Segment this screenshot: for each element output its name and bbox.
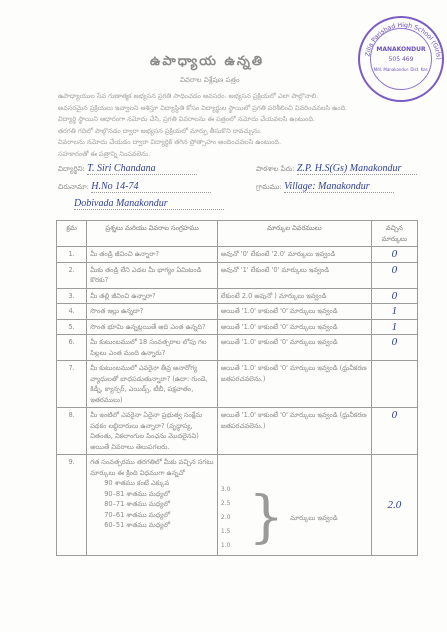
- intro-line: ఉపాధ్యాయుల సేవ గుణాత్మక అభ్యసన ప్రగతి సాధించడం అవసరం. అభ్యసన ప్రక్రియలో ఎలా పాల్గొనాలి.: [58, 92, 319, 100]
- row-scheme: అయితే '1.0' కాకుంటే '0' మార్కులు ఇవ్వండి: [217, 304, 371, 320]
- student-name: T. Siri Chandana: [87, 163, 197, 175]
- row-score: 0: [371, 408, 417, 455]
- row9-scheme-text: మార్కులు ఇవ్వండి: [290, 513, 338, 522]
- col-header-question: ప్రశ్నలు మరియు వివరాల సంగ్రహము: [87, 221, 218, 247]
- col-header-scheme: మార్కుల వివరములు: [217, 221, 371, 247]
- table-row: [57, 247, 418, 263]
- row-score: 2.0: [371, 455, 417, 556]
- row-question: సొంత భూమి ఉన్నట్లయితే అది ఎంత ఉన్నది?: [87, 319, 218, 335]
- row-question: మీ కుటుంబములో ఎవరైనా తీవ్ర అనారోగ్య వ్యాధులతో బాధపడుతున్నారా? (ఉదా: గుండె, కిడ్నీ, క్యాన్సర్, ఎయిడ్స్, టీబీ, పక్షవాతం, ఇతరములు): [87, 361, 218, 408]
- row-score: 1: [371, 304, 417, 320]
- row-scheme: అయితే '1.0' కాకుంటే '0' మార్కులు ఇవ్వండి (ధ్రువీకరణ జతపరచవలెను.): [217, 408, 371, 455]
- row9-ranges: [90, 478, 214, 531]
- address-line2: Dobivada Manakondur: [74, 198, 224, 210]
- assessment-table: [56, 220, 418, 556]
- intro-paragraph: [58, 91, 358, 161]
- row-scheme: [217, 455, 371, 556]
- row-score: 0: [371, 247, 417, 263]
- row-sno: 2.: [57, 262, 87, 288]
- table-row: [57, 288, 418, 304]
- seal-ring: [360, 18, 446, 104]
- range-item: 60–51 శాతము మధ్యలో: [104, 521, 171, 529]
- scale-value: 1.0: [220, 542, 231, 549]
- row-question: [87, 455, 218, 556]
- scale-value: 2.5: [220, 500, 231, 507]
- village-field: [256, 181, 394, 193]
- intro-line: సహకారంతో ఈ పత్రాన్ని నింపవలెను.: [58, 149, 151, 158]
- range-item: 90 శాతము కంటే ఎక్కువ: [104, 479, 170, 487]
- row-scheme: అవునో '0' లేకుంటే '2.0' మార్కులు ఇవ్వండి: [217, 247, 371, 263]
- row-question: మీకు తండ్రి లేని ఎడల మీ భాగ్యం ఏమిటండి కొరకు?: [87, 262, 218, 288]
- row-score: 0: [371, 335, 417, 361]
- school-label: పాఠశాల పేరు:: [256, 165, 295, 173]
- row-scheme: అయితే '1.0' కాకుంటే '0' మార్కులు ఇవ్వండి: [217, 319, 371, 335]
- seal-ring-text: Zilla Parishad High School (Girls): [364, 21, 442, 61]
- range-item: 90–81 శాతము మధ్యలో: [104, 489, 171, 498]
- seal-center-line2: 505 469: [388, 56, 414, 63]
- row-score: 0: [371, 288, 417, 304]
- scale-list: [221, 483, 231, 553]
- scale-value: 2.0: [220, 514, 231, 521]
- table-row: [57, 304, 418, 320]
- row-question: మీ తల్లి జీవించి ఉన్నారా?: [87, 288, 218, 304]
- row-scheme: అవునో '1' లేకుంటే '0' మార్కులు ఇవ్వండి: [217, 262, 371, 288]
- intro-line: తరగతి గదిలో పాల్గొనడం ద్వారా అభ్యసన ప్రక్రియలో మార్పు తీసుకొని రావచ్చును.: [58, 126, 262, 135]
- intro-line: అవసరమైన ప్రక్రియలు ఇవ్వాలని ఆశిస్తూ విద్యాస్థితి కోసం విద్యార్థుల స్థాయిలో ప్రగతి పరిశీలించి వివరించవలసి ఉంది.: [58, 103, 348, 112]
- row-score: 1: [371, 319, 417, 335]
- col-header-score: వచ్చిన మార్కులు: [371, 221, 417, 247]
- row9-question-text: గత సంవత్సరము తరగతిలో మీకు వచ్చిన సగటు మార్కులు ఈ క్రింది విధముగా ఉన్నచో: [90, 458, 214, 477]
- range-item: 80–71 శాతము మధ్యలో: [104, 500, 171, 508]
- address-label: చిరునామా:: [58, 183, 90, 191]
- village-label: గ్రామము:: [256, 183, 282, 191]
- range-item: 70–61 శాతము మధ్యలో: [104, 510, 171, 519]
- page-subtitle: వివరాల విశ్లేషణ పత్రం: [180, 76, 240, 84]
- table-row: [57, 361, 418, 408]
- row-scheme: అయితే '1.0' కాకుంటే '0' మార్కులు ఇవ్వండి (ధ్రువీకరణ జతపరచవలెను.): [217, 361, 371, 408]
- col-header-sno: క్రమ: [57, 221, 87, 247]
- row-score: [371, 361, 417, 408]
- table-row: [57, 335, 418, 361]
- address-field-2: [74, 198, 224, 210]
- row-sno: 9.: [57, 455, 87, 556]
- intro-line: వివరాలను నమోదు చేయడం ద్వారా విద్యార్థికి తగిన ప్రోత్సాహం అందించవలసి ఉంటుంది.: [58, 138, 282, 147]
- table-row: [57, 455, 418, 556]
- table-row: [57, 262, 418, 288]
- row-sno: 4.: [57, 304, 87, 320]
- row-sno: 1.: [57, 247, 87, 263]
- row-sno: 5.: [57, 319, 87, 335]
- brace-icon: }: [248, 485, 285, 550]
- row-sno: 6.: [57, 335, 87, 361]
- row-sno: 3.: [57, 288, 87, 304]
- student-field: [58, 163, 197, 175]
- school-seal: [358, 16, 444, 102]
- row-question: మీ కుటుంబములో 18 సంవత్సరాల లోపు గల పిల్లలు ఎంత మంది ఉన్నారు?: [87, 335, 218, 361]
- row-question: మీ ఇంటిలో ఎవరైనా ఏదైనా ప్రభుత్వ సంక్షేమ పథకం లబ్ధిదారులు ఉన్నారా? (వృద్ధాప్య, వితంతు, వికలాంగుల పింఛను మొదలైనవి) అయితే వివరాలు తెలుపగలరు.: [87, 408, 218, 455]
- table-header-row: [57, 221, 418, 247]
- row-sno: 8.: [57, 408, 87, 455]
- row-score: 0: [371, 262, 417, 288]
- seal-center-line1: MANAKONDUR: [376, 46, 426, 53]
- address-field: [58, 181, 211, 193]
- scale-value: 3.0: [220, 486, 231, 493]
- school-field: [256, 163, 417, 175]
- village-name: Village: Manakondur: [284, 181, 394, 193]
- student-label: విద్యార్థిని:: [58, 165, 85, 173]
- row-question: సొంత ఇల్లు ఉన్నదా?: [87, 304, 218, 320]
- row-scheme: అయితే '1.0' కాకుంటే '0' మార్కులు ఇవ్వండి: [217, 335, 371, 361]
- page-title: ఉపాధ్యాయ ఉన్నతి: [150, 54, 265, 69]
- school-name: Z.P. H.S(Gs) Manakondur: [297, 163, 417, 175]
- address-line1: H.No 14-74: [91, 181, 211, 193]
- row-scheme: లేకుంటే 2.0 అవునో ) మార్కులు ఇవ్వండి: [217, 288, 371, 304]
- table-row: [57, 408, 418, 455]
- seal-bottom-text: Mdl. Manakondur. Dist. Kar.: [373, 67, 429, 72]
- row-sno: 7.: [57, 361, 87, 408]
- row9-scale: [221, 483, 368, 553]
- table-row: [57, 319, 418, 335]
- intro-line: విద్యార్థి స్థాయిని ఆధారంగా నమోదు చేసి, ప్రగతి వివరాలను ఈ పత్రంలో నమోదు చేయవలసి ఉంటుంది.: [58, 115, 316, 124]
- row-question: మీ తండ్రి జీవించి ఉన్నారా?: [87, 247, 218, 263]
- scale-value: 1.5: [220, 528, 231, 535]
